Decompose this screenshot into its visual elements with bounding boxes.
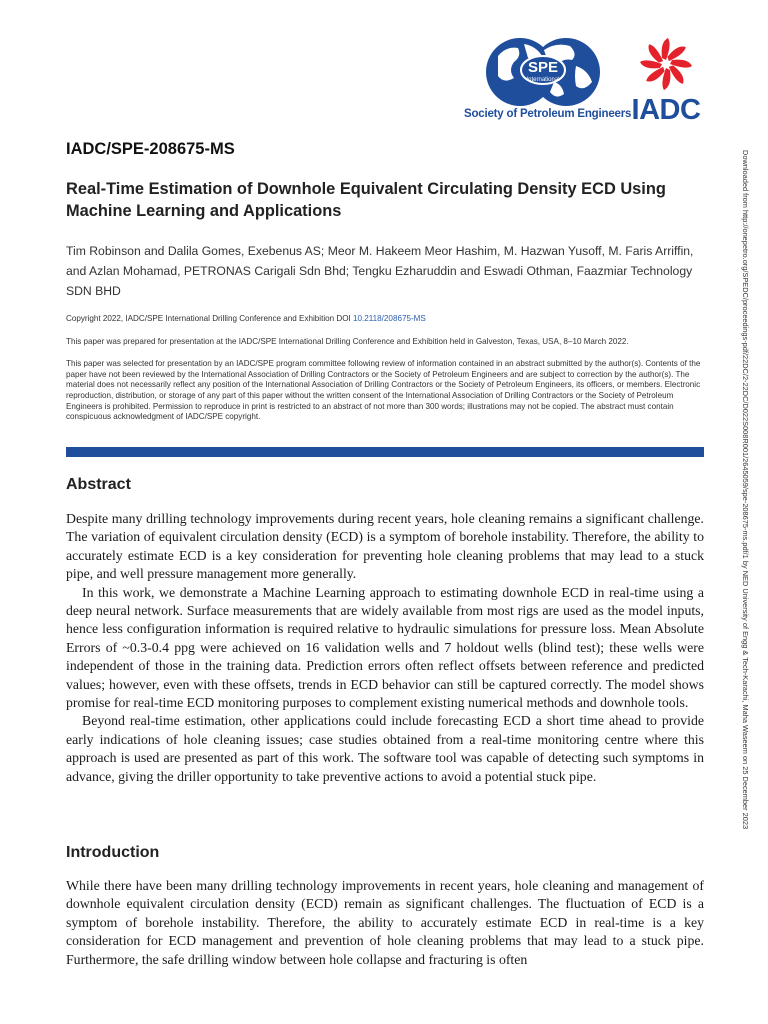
paper-number: IADC/SPE-208675-MS: [66, 140, 235, 158]
copyright-line: [66, 314, 706, 325]
introduction-body: [66, 877, 704, 987]
header-divider: [66, 447, 704, 457]
abstract-paragraph: Beyond real-time estimation, other applications could include forecasting ECD a short time ahead to provide early indications of hole cleaning issues; case studies obtained from a real-time monitoring centre where this approach is used are presented as part of this work. The software tool was capable of detecting such symptoms in advance, giving the driller opportunity to take preventive actions to avoid a potential stuck pipe.: [66, 713, 704, 784]
copyright-text: Copyright 2022, IADC/SPE International Drilling Conference and Exhibition DOI: [66, 314, 354, 323]
doi-link[interactable]: 10.2118/208675-MS: [353, 314, 426, 323]
introduction-paragraph: While there have been many drilling technology improvements in recent years, hole cleaning and management of downhole equivalent circulation density (ECD) remain as significant challenges. The fluctuation of ECD is a symptom of borehole instability. Therefore, the ability to accurately estimate ECD in real-time is a key consideration for ECD management and prevention of hole cleaning problems that may lead to a stuck pipe. Furthermore, the safe drilling window between hole collapse and fracturing is often: [66, 878, 704, 967]
spe-globes-icon: [484, 36, 602, 108]
abstract-body: [66, 510, 704, 786]
author-list: Tim Robinson and Dalila Gomes, Exebenus AS; Meor M. Hakeem Meor Hashim, M. Hazwan Yusoff, M. Faris Arriffin, and Azlan Mohamad, PETRONAS Carigali Sdn Bhd; Tengku Ezharuddin and Eswadi Othman, Faazmiar Technology SDN BHD: [66, 244, 694, 298]
spe-badge-subtext: International: [526, 77, 560, 83]
presentation-note: This paper was prepared for presentation at the IADC/SPE International Drilling Conference and Exhibition held in Galveston, Texas, USA, 8–10 March 2022.: [66, 336, 629, 346]
iadc-pinwheel-icon: [630, 36, 702, 92]
abstract-paragraph: Despite many drilling technology improvements during recent years, hole cleaning remains a significant challenge. The variation of equivalent circulation density (ECD) is a symptom of borehole instability. Therefore, the ability to accurately estimate ECD is a key consideration for preventing hole cleaning problems that may lead to a stuck pipe, and well pressure management more generally.: [66, 511, 704, 582]
download-note: Downloaded from http://onepetro.org/SPEDC/proceedings-pdf/22DC/2-22DC/D022S008R001/2645059/spe-208675-ms.pdf/1 by NED University of Engg & Tech-Karachi, Maha Waseem on 25 December 2023: [741, 150, 750, 830]
iadc-wordmark: IADC: [631, 94, 701, 126]
spe-badge-text: SPE: [527, 59, 559, 76]
review-disclaimer: This paper was selected for presentation by an IADC/SPE program committee following review of information contained in an abstract submitted by the author(s). Contents of the paper have not been reviewed by the International Association of Drilling Contractors or the Society of Petroleum Engineers and are subject to correction by the author(s). The material does not necessarily reflect any position of the International Association of Drilling Contractors or the Society of Petroleum Engineers, its officers, or members. Electronic reproduction, distribution, or storage of any part of this paper without the written consent of the International Association of Drilling Contractors or the Society of Petroleum Engineers is prohibited. Permission to reproduce in print is restricted to an abstract of not more than 300 words; illustrations may not be copied. The abstract must contain conspicuous acknowledgment of IADC/SPE copyright.: [66, 359, 701, 422]
spe-caption: Society of Petroleum Engineers: [464, 108, 632, 120]
spe-logo: [464, 36, 632, 126]
paper-title: Real-Time Estimation of Downhole Equivalent Circulating Density ECD Using Machine Learning and Applications: [66, 180, 666, 220]
iadc-logo: [630, 36, 702, 126]
abstract-paragraph: In this work, we demonstrate a Machine Learning approach to estimating downhole ECD in real-time using a deep neural network. Surface measurements that are widely available from most rigs are used as the model inputs, hence less configuration information is required relative to hydraulic simulations for pressure loss. Mean Absolute Errors of ~0.3-0.4 ppg were achieved on 16 validation wells and 7 holdout wells (blind test); these wells were independent of those in the training data. Prediction errors often reflect offsets between reference and predicted values; however, even with these offsets, trends in ECD behavior can still be captured correctly. The model shows promise for real-time ECD monitoring purposes to complement existing numerical methods and downhole tools.: [66, 584, 704, 711]
abstract-heading: Abstract: [66, 476, 131, 493]
introduction-heading: Introduction: [66, 844, 160, 861]
copyright-block: [66, 314, 706, 435]
